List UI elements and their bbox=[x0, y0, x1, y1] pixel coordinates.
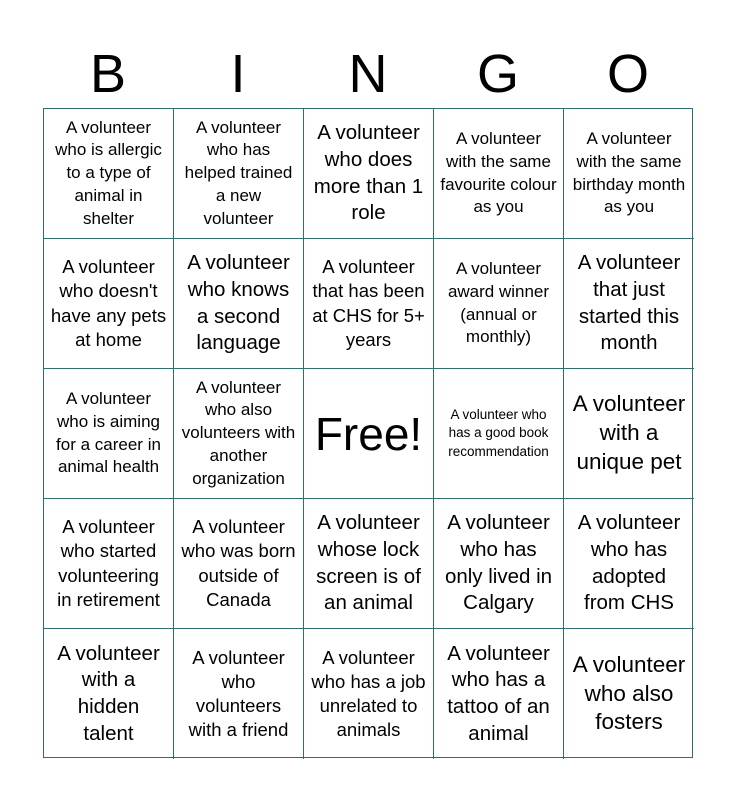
bingo-cell-text: A volunteer with a unique pet bbox=[572, 391, 686, 474]
bingo-cell-free[interactable] bbox=[304, 369, 434, 499]
bingo-cell-text: A volunteer award winner (annual or monthly) bbox=[447, 258, 550, 347]
bingo-cell-text: A volunteer who was born outside of Canada bbox=[181, 516, 296, 610]
bingo-cell-r1c3[interactable] bbox=[304, 109, 434, 239]
bingo-cell-text: A volunteer who has adopted from CHS bbox=[577, 511, 681, 615]
bingo-cell-text: A volunteer with a hidden talent bbox=[57, 641, 160, 745]
bingo-cell-text: A volunteer with the same favourite colour as you bbox=[440, 128, 557, 217]
bingo-cell-r1c2[interactable] bbox=[174, 109, 304, 239]
bingo-cell-text: A volunteer who started volunteering in retirement bbox=[57, 516, 160, 610]
bingo-cell-r1c4[interactable] bbox=[434, 109, 564, 239]
bingo-cell-r2c5[interactable] bbox=[564, 239, 694, 369]
bingo-cell-r4c4[interactable] bbox=[434, 499, 564, 629]
bingo-cell-text: A volunteer who has a job unrelated to animals bbox=[311, 646, 426, 741]
bingo-cell-text: A volunteer who is allergic to a type of animal in shelter bbox=[55, 117, 162, 228]
bingo-cell-text: A volunteer who volunteers with a friend bbox=[188, 646, 289, 741]
bingo-cell-r2c1[interactable] bbox=[44, 239, 174, 369]
header-letter-i: I bbox=[230, 44, 246, 104]
bingo-cell-text: A volunteer who also volunteers with another organization bbox=[181, 377, 296, 488]
bingo-cell-text: A volunteer who doesn't have any pets at home bbox=[50, 256, 167, 350]
header-letter-g: G bbox=[476, 44, 519, 104]
bingo-cell-r4c3[interactable] bbox=[304, 499, 434, 629]
bingo-cell-text: A volunteer who has a good book recommendation bbox=[448, 407, 549, 459]
bingo-cell-text: A volunteer that just started this month bbox=[577, 251, 681, 355]
bingo-cell-r5c5[interactable] bbox=[564, 629, 694, 759]
bingo-cell-r5c1[interactable] bbox=[44, 629, 174, 759]
bingo-grid bbox=[43, 108, 693, 758]
bingo-cell-r5c3[interactable] bbox=[304, 629, 434, 759]
bingo-cell-r1c5[interactable] bbox=[564, 109, 694, 239]
bingo-cell-r2c3[interactable] bbox=[304, 239, 434, 369]
bingo-cell-text: A volunteer who has helped trained a new volunteer bbox=[184, 117, 293, 228]
bingo-header bbox=[43, 40, 693, 108]
bingo-cell-r3c1[interactable] bbox=[44, 369, 174, 499]
bingo-cell-text: A volunteer who knows a second language bbox=[187, 251, 290, 355]
bingo-cell-text: A volunteer who does more than 1 role bbox=[313, 121, 424, 225]
header-letter-o: O bbox=[606, 44, 649, 104]
bingo-cell-r4c2[interactable] bbox=[174, 499, 304, 629]
bingo-cell-text: A volunteer with the same birthday month as you bbox=[572, 128, 686, 217]
bingo-cell-text: A volunteer whose lock screen is of an animal bbox=[316, 511, 421, 615]
bingo-cell-text: A volunteer that has been at CHS for 5+ years bbox=[312, 256, 425, 350]
header-letter-b: B bbox=[89, 44, 127, 104]
free-space-label: Free! bbox=[314, 407, 423, 460]
bingo-cell-text: A volunteer who is aiming for a career in animal health bbox=[56, 388, 161, 477]
bingo-cell-text: A volunteer who has only lived in Calgary bbox=[444, 511, 553, 615]
bingo-cell-r4c5[interactable] bbox=[564, 499, 694, 629]
bingo-cell-r5c2[interactable] bbox=[174, 629, 304, 759]
bingo-cell-r3c4[interactable] bbox=[434, 369, 564, 499]
bingo-cell-r1c1[interactable] bbox=[44, 109, 174, 239]
bingo-cell-text: A volunteer who has a tattoo of an animal bbox=[447, 641, 550, 745]
bingo-cell-r5c4[interactable] bbox=[434, 629, 564, 759]
bingo-cell-r4c1[interactable] bbox=[44, 499, 174, 629]
header-letter-n: N bbox=[348, 44, 388, 104]
bingo-cell-r3c2[interactable] bbox=[174, 369, 304, 499]
bingo-cell-text: A volunteer who also fosters bbox=[572, 651, 686, 735]
bingo-cell-r2c4[interactable] bbox=[434, 239, 564, 369]
bingo-cell-r2c2[interactable] bbox=[174, 239, 304, 369]
bingo-cell-r3c5[interactable] bbox=[564, 369, 694, 499]
